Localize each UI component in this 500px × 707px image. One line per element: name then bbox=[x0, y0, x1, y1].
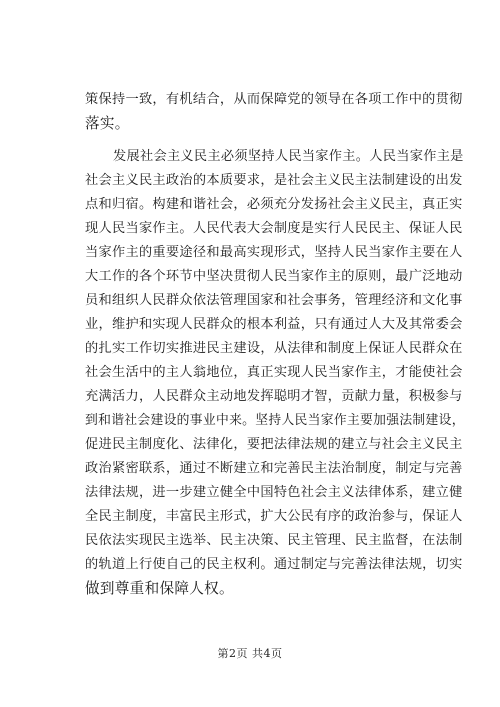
page-number: 第2页 共4页 bbox=[217, 647, 283, 660]
text-line: 充满活力，人民群众主动地发挥聪明才智，贡献力量，积极参与 bbox=[85, 389, 463, 404]
text-line: 社会生活中的主人翁地位，真正实现人民当家作主，才能使社会 bbox=[85, 365, 463, 380]
text-line: 社会主义民主政治的本质要求，是社会主义民主法制建设的出发 bbox=[85, 173, 463, 188]
text-line: 大工作的各个环节中坚决贯彻人民当家作主的原则，最广泛地动 bbox=[85, 269, 463, 284]
text-line: 现人民当家作主。人民代表大会制度是实行人民民主、保证人民 bbox=[85, 221, 463, 236]
text-line: 的轨道上行使自己的民主权利。通过制定与完善法律法规，切实 bbox=[85, 557, 463, 572]
text-line: 落实。 bbox=[85, 115, 130, 132]
text-line: 业，维护和实现人民群众的根本利益，只有通过人大及其常委会 bbox=[85, 317, 463, 332]
text-line: 做到尊重和保障人权。 bbox=[85, 580, 234, 597]
text-line: 法律法规，进一步建立健全中国特色社会主义法律体系，建立健 bbox=[85, 485, 463, 500]
text-line: 当家作主的重要途径和最高实现形式，坚持人民当家作主要在人 bbox=[85, 245, 463, 260]
text-line: 民依法实现民主选举、民主决策、民主管理、民主监督，在法制 bbox=[85, 533, 463, 548]
text-line: 的扎实工作切实推进民主建设，从法律和制度上保证人民群众在 bbox=[85, 341, 463, 356]
paragraph-first-line: 发展社会主义民主必须坚持人民当家作主。人民当家作主是 bbox=[113, 149, 464, 164]
text-line: 促进民主制度化、法律化，要把法律法规的建立与社会主义民主 bbox=[85, 437, 463, 452]
text-line: 全民主制度，丰富民主形式，扩大公民有序的政治参与，保证人 bbox=[85, 509, 463, 524]
text-line: 政治紧密联系，通过不断建立和完善民主法治制度，制定与完善 bbox=[85, 461, 463, 476]
text-line: 到和谐社会建设的事业中来。坚持人民当家作主要加强法制建设， bbox=[85, 413, 465, 428]
text-line: 点和归宿。构建和谐社会，必须充分发扬社会主义民主，真正实 bbox=[85, 197, 463, 212]
text-line: 员和组织人民群众依法管理国家和社会事务，管理经济和文化事 bbox=[85, 293, 463, 308]
text-line: 策保持一致，有机结合，从而保障党的领导在各项工作中的贯彻 bbox=[85, 92, 463, 107]
